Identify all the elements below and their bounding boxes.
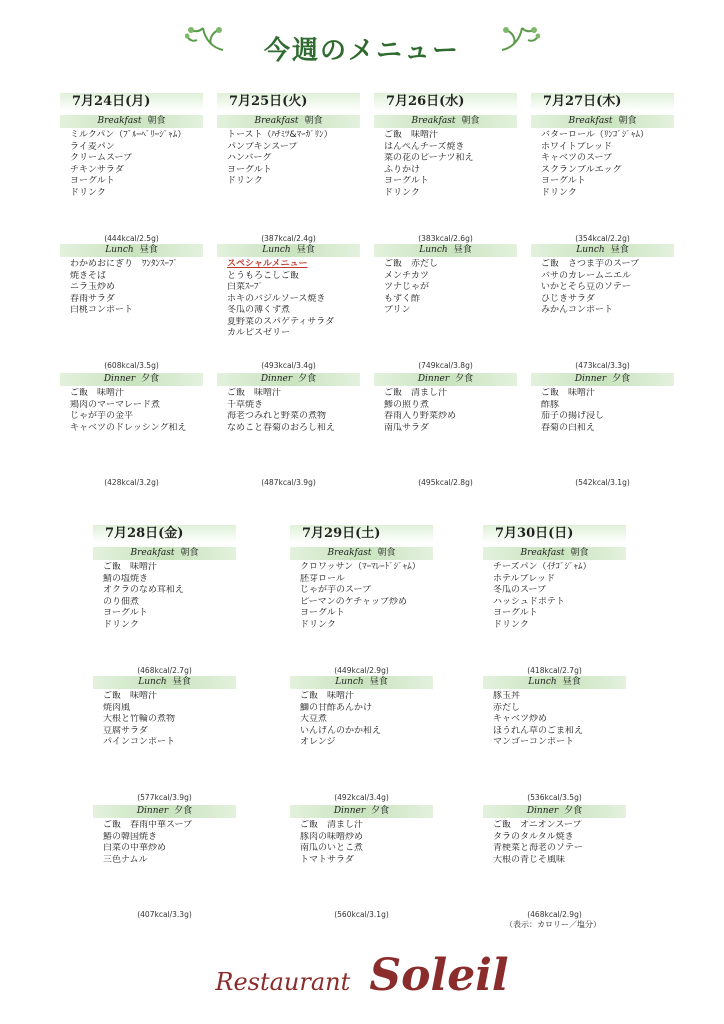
day-card xyxy=(374,93,517,493)
menu-item: キャベツのドレッシング和え xyxy=(70,422,187,433)
menu-item: ドリンク xyxy=(103,619,139,630)
lunch-kcal: (473kcal/3.3g) xyxy=(575,361,630,370)
dinner-section xyxy=(217,373,360,434)
menu-item: ご飯 清まし汁 xyxy=(384,388,448,398)
lunch-label-en: Lunch xyxy=(335,677,364,687)
menu-item: ライ麦パン xyxy=(70,141,115,152)
dinner-kcal: (407kcal/3.3g) xyxy=(137,910,192,919)
menu-item: いかとそら豆のソテー xyxy=(541,282,631,292)
menu-item: 海老つみれと野菜の煮物 xyxy=(227,411,327,421)
dinner-kcal: (542kcal/3.1g) xyxy=(575,478,630,487)
breakfast-section xyxy=(93,547,236,631)
menu-item: 焼肉風 xyxy=(103,702,131,713)
day-date: 7月26日(水) xyxy=(374,93,517,111)
day-date: 7月29日(土) xyxy=(290,525,433,543)
menu-item: ふりかけ xyxy=(384,164,421,175)
menu-item: ハッシュドポテト xyxy=(493,596,565,607)
menu-item: ホキのバジルソース焼き xyxy=(227,293,326,304)
lunch-section xyxy=(217,244,360,340)
menu-item: 豚肉の味噌炒め xyxy=(300,831,364,842)
dinner-kcal: (428kcal/3.2g) xyxy=(104,478,159,487)
breakfast-header xyxy=(217,115,360,128)
dinner-items xyxy=(374,386,517,434)
dinner-label-en: Dinner xyxy=(417,374,450,384)
lunch-kcal: (492kcal/3.4g) xyxy=(334,793,389,802)
lunch-header xyxy=(93,676,236,689)
menu-item: メンチカツ xyxy=(384,270,429,281)
menu-item: 鶏肉のマーマレード煮 xyxy=(70,399,161,410)
menu-item: ドリンク xyxy=(300,619,336,630)
breakfast-label-en: Breakfast xyxy=(411,116,456,126)
dinner-label-en: Dinner xyxy=(333,806,366,816)
menu-item: とうもろこしご飯 xyxy=(227,270,300,281)
dinner-header xyxy=(483,805,626,818)
dinner-label-en: Dinner xyxy=(103,374,136,384)
lunch-items xyxy=(531,257,674,317)
menu-item: ハンバーグ xyxy=(227,153,272,163)
menu-item: ドリンク xyxy=(384,187,420,198)
menu-item: オクラのなめ茸和え xyxy=(103,585,184,595)
menu-item: キャベツのスープ xyxy=(541,153,613,163)
menu-item: ヨーグルト xyxy=(300,608,345,618)
day-date: 7月28日(金) xyxy=(93,525,236,543)
menu-item: ご飯 味噌汁 xyxy=(70,388,125,398)
menu-item: マンゴーコンポート xyxy=(493,737,575,747)
lunch-header xyxy=(290,676,433,689)
lunch-header xyxy=(217,244,360,257)
menu-item: キャベツ炒め xyxy=(493,714,548,724)
breakfast-section xyxy=(60,115,203,199)
menu-item: 大豆煮 xyxy=(300,714,328,724)
footer-restaurant-name: Soleil xyxy=(369,950,509,1001)
breakfast-label-jp: 朝食 xyxy=(461,116,480,126)
lunch-section xyxy=(483,676,626,749)
menu-item: トースト（ﾊﾁﾐﾂ&ﾏｰｶﾞﾘﾝ） xyxy=(227,130,333,140)
day-date: 7月25日(火) xyxy=(217,93,360,111)
menu-item: チーズパン（ｲﾁｺﾞｼﾞｬﾑ） xyxy=(493,562,592,572)
menu-item: パインコンポート xyxy=(103,737,176,747)
breakfast-label-en: Breakfast xyxy=(97,116,142,126)
dinner-items xyxy=(290,818,433,866)
menu-item: 白菜ｽｰﾌﾟ xyxy=(227,282,264,292)
menu-item: ヨーグルト xyxy=(103,608,148,618)
menu-item: わかめおにぎり ﾜﾝﾀﾝｽｰﾌﾟ xyxy=(70,259,179,269)
menu-item: 鯖の塩焼き xyxy=(103,573,149,584)
menu-item: ヨーグルト xyxy=(384,176,429,186)
breakfast-items xyxy=(60,128,203,199)
menu-item: 鯵の照り煮 xyxy=(384,399,430,410)
menu-item: バサのカレームニエル xyxy=(541,270,632,281)
menu-item: バターロール（ﾘﾝｺﾞｼﾞｬﾑ） xyxy=(541,130,649,140)
menu-item: 南瓜サラダ xyxy=(384,422,429,433)
dinner-section xyxy=(60,373,203,434)
menu-item: ご飯 味噌汁 xyxy=(103,562,158,572)
lunch-label-jp: 昼食 xyxy=(172,677,191,687)
menu-item: ドリンク xyxy=(493,619,529,630)
day-card xyxy=(531,93,674,493)
menu-item: ご飯 味噌汁 xyxy=(300,691,355,701)
menu-item: 菜の花のピーナツ和え xyxy=(384,153,474,163)
lunch-items xyxy=(217,257,360,340)
lunch-label-jp: 昼食 xyxy=(369,677,388,687)
dinner-header xyxy=(374,373,517,386)
dinner-kcal: (487kcal/3.9g) xyxy=(261,478,316,487)
menu-item: ホワイトブレッド xyxy=(541,141,613,152)
dinner-kcal: (468kcal/2.9g) xyxy=(527,910,582,919)
breakfast-kcal: (418kcal/2.7g) xyxy=(527,666,582,675)
lunch-section xyxy=(531,244,674,317)
menu-item: ツナじゃが xyxy=(384,282,430,292)
breakfast-kcal: (383kcal/2.6g) xyxy=(418,234,473,243)
lunch-label-en: Lunch xyxy=(419,245,448,255)
lunch-label-jp: 昼食 xyxy=(562,677,581,687)
breakfast-label-en: Breakfast xyxy=(130,548,175,558)
lunch-section xyxy=(93,676,236,749)
breakfast-items xyxy=(531,128,674,199)
lunch-label-jp: 昼食 xyxy=(139,245,158,255)
dinner-label-jp: 夕食 xyxy=(141,374,160,384)
page-title-wrap xyxy=(0,30,724,67)
breakfast-items xyxy=(483,560,626,631)
menu-item: オレンジ xyxy=(300,737,336,747)
menu-item: なめこと春菊のおろし和え xyxy=(227,422,336,433)
lunch-label-jp: 昼食 xyxy=(453,245,472,255)
dinner-items xyxy=(531,386,674,434)
day-date: 7月30日(日) xyxy=(483,525,626,543)
breakfast-header xyxy=(531,115,674,128)
breakfast-label-jp: 朝食 xyxy=(180,548,199,558)
menu-item: カルピスゼリー xyxy=(227,328,291,338)
lunch-kcal: (577kcal/3.9g) xyxy=(137,793,192,802)
breakfast-items xyxy=(217,128,360,188)
menu-item: ドリンク xyxy=(541,187,577,198)
dinner-header xyxy=(60,373,203,386)
day-card xyxy=(290,525,433,925)
lunch-kcal: (749kcal/3.8g) xyxy=(418,361,473,370)
dinner-label-jp: 夕食 xyxy=(612,374,631,384)
lunch-label-jp: 昼食 xyxy=(610,245,629,255)
menu-item: じゃが芋のスープ xyxy=(300,585,372,595)
menu-item: ドリンク xyxy=(70,187,106,198)
breakfast-kcal: (354kcal/2.2g) xyxy=(575,234,630,243)
menu-item: チキンサラダ xyxy=(70,164,124,175)
dinner-items xyxy=(60,386,203,434)
menu-item: ヨーグルト xyxy=(70,176,115,186)
lunch-label-en: Lunch xyxy=(105,245,134,255)
lunch-kcal: (608kcal/3.5g) xyxy=(104,361,159,370)
dinner-section xyxy=(531,373,674,434)
breakfast-header xyxy=(483,547,626,560)
dinner-label-jp: 夕食 xyxy=(298,374,317,384)
lunch-label-en: Lunch xyxy=(262,245,291,255)
menu-item: 豚玉丼 xyxy=(493,691,521,701)
day-card xyxy=(93,525,236,925)
menu-item: はんぺんチーズ焼き xyxy=(384,141,465,152)
breakfast-label-jp: 朝食 xyxy=(618,116,637,126)
breakfast-header xyxy=(93,547,236,560)
menu-item: クロワッサン（ﾏｰﾏﾚｰﾄﾞｼﾞｬﾑ） xyxy=(300,562,421,572)
dinner-items xyxy=(217,386,360,434)
menu-item: 酢豚 xyxy=(541,399,560,410)
menu-item: ご飯 清まし汁 xyxy=(300,820,364,830)
menu-item: 白菜の中華炒め xyxy=(103,843,167,853)
breakfast-section xyxy=(290,547,433,631)
breakfast-label-en: Breakfast xyxy=(327,548,372,558)
dinner-header xyxy=(93,805,236,818)
dinner-items xyxy=(93,818,236,866)
lunch-label-en: Lunch xyxy=(528,677,557,687)
breakfast-header xyxy=(60,115,203,128)
menu-item: ヨーグルト xyxy=(493,608,538,618)
menu-item: 夏野菜のスパゲティサラダ xyxy=(227,316,335,327)
menu-item: ニラ玉炒め xyxy=(70,282,116,292)
dinner-label-jp: 夕食 xyxy=(564,806,583,816)
lunch-items xyxy=(60,257,203,317)
lunch-header xyxy=(483,676,626,689)
lunch-label-en: Lunch xyxy=(576,245,605,255)
menu-item: 豆腐サラダ xyxy=(103,725,148,736)
breakfast-kcal: (387kcal/2.4g) xyxy=(261,234,316,243)
menu-item: トマトサラダ xyxy=(300,854,354,865)
breakfast-kcal: (449kcal/2.9g) xyxy=(334,666,389,675)
menu-item: ご飯 味噌汁 xyxy=(227,388,282,398)
dinner-section xyxy=(93,805,236,866)
menu-item: 春雨サラダ xyxy=(70,293,115,304)
leaf-ornament-right-icon xyxy=(500,20,540,60)
menu-item: ご飯 オニオンスープ xyxy=(493,820,582,830)
menu-item: ピーマンのケチャップ炒め xyxy=(300,596,408,607)
menu-item: 胚芽ロール xyxy=(300,573,345,584)
menu-item: みかんコンポート xyxy=(541,305,614,315)
menu-item: ホテルブレッド xyxy=(493,573,556,584)
dinner-label-jp: 夕食 xyxy=(371,806,390,816)
breakfast-label-jp: 朝食 xyxy=(377,548,396,558)
menu-item: 三色ナムル xyxy=(103,854,148,865)
menu-item: 冬瓜のスープ xyxy=(493,585,547,595)
breakfast-label-en: Breakfast xyxy=(520,548,565,558)
lunch-header xyxy=(531,244,674,257)
dinner-label-en: Dinner xyxy=(526,806,559,816)
lunch-section xyxy=(60,244,203,317)
lunch-header xyxy=(60,244,203,257)
menu-item: 千草焼き xyxy=(227,399,264,410)
menu-item: 青梗菜と海老のソテー xyxy=(493,843,583,853)
dinner-items xyxy=(483,818,626,866)
dinner-header xyxy=(217,373,360,386)
dinner-label-en: Dinner xyxy=(260,374,293,384)
menu-item: 鰆の韓国焼き xyxy=(103,831,158,842)
day-date: 7月27日(木) xyxy=(531,93,674,111)
breakfast-items xyxy=(93,560,236,631)
dinner-label-jp: 夕食 xyxy=(174,806,193,816)
page-title: 今週のメニュー xyxy=(263,36,460,66)
menu-item: ミルクパン（ﾌﾞﾙｰﾍﾞﾘｰｼﾞｬﾑ） xyxy=(70,130,187,140)
day-card xyxy=(217,93,360,493)
menu-item: ご飯 味噌汁 xyxy=(541,388,596,398)
menu-item: パンプキンスープ xyxy=(227,141,298,152)
menu-item: もずく酢 xyxy=(384,293,421,304)
breakfast-label-en: Breakfast xyxy=(254,116,299,126)
dinner-kcal: (495kcal/2.8g) xyxy=(418,478,473,487)
menu-item: ご飯 春雨中華スープ xyxy=(103,820,193,830)
breakfast-section xyxy=(483,547,626,631)
breakfast-kcal: (444kcal/2.5g) xyxy=(104,234,159,243)
special-menu-label: スペシャルメニュー xyxy=(227,259,308,269)
breakfast-kcal: (468kcal/2.7g) xyxy=(137,666,192,675)
breakfast-label-jp: 朝食 xyxy=(304,116,323,126)
menu-item: 焼きそば xyxy=(70,270,107,281)
dinner-kcal: (560kcal/3.1g) xyxy=(334,910,389,919)
menu-item: じゃが芋の金平 xyxy=(70,411,134,421)
dinner-section xyxy=(290,805,433,866)
menu-item: ご飯 さつま芋のスープ xyxy=(541,259,640,269)
lunch-section xyxy=(290,676,433,749)
breakfast-section xyxy=(531,115,674,199)
footer-restaurant-word: Restaurant xyxy=(215,968,351,996)
lunch-items xyxy=(93,689,236,749)
dinner-label-en: Dinner xyxy=(136,806,169,816)
nutrition-note: （表示：カロリー／塩分） xyxy=(505,920,601,929)
menu-item: 大根と竹輪の煮物 xyxy=(103,714,176,724)
restaurant-footer xyxy=(0,950,724,1001)
breakfast-label-jp: 朝食 xyxy=(147,116,166,126)
breakfast-header xyxy=(374,115,517,128)
menu-item: 茄子の揚げ浸し xyxy=(541,411,605,421)
lunch-kcal: (493kcal/3.4g) xyxy=(261,361,316,370)
lunch-label-en: Lunch xyxy=(138,677,167,687)
menu-item: ドリンク xyxy=(227,176,263,186)
menu-item: クリームスープ xyxy=(70,153,133,163)
menu-item: 大根の青じそ風味 xyxy=(493,854,566,865)
menu-item: 赤だし xyxy=(493,702,521,713)
menu-item: ヨーグルト xyxy=(227,164,272,175)
menu-item: ほうれん草のごま和え xyxy=(493,725,584,736)
menu-item: 白桃コンポート xyxy=(70,305,134,315)
lunch-label-jp: 昼食 xyxy=(296,245,315,255)
menu-item: 冬瓜の薄くず煮 xyxy=(227,305,291,315)
dinner-section xyxy=(374,373,517,434)
lunch-items xyxy=(290,689,433,749)
menu-item: タラのタルタル焼き xyxy=(493,831,574,842)
dinner-label-jp: 夕食 xyxy=(455,374,474,384)
menu-item: ご飯 味噌汁 xyxy=(103,691,158,701)
lunch-section xyxy=(374,244,517,317)
menu-item: ひじきサラダ xyxy=(541,293,595,304)
breakfast-items xyxy=(374,128,517,199)
breakfast-label-jp: 朝食 xyxy=(570,548,589,558)
menu-item: プリン xyxy=(384,305,411,315)
menu-item: 鰤の甘酢あんかけ xyxy=(300,702,373,713)
menu-item: ご飯 赤だし xyxy=(384,259,439,269)
lunch-items xyxy=(374,257,517,317)
breakfast-section xyxy=(217,115,360,188)
lunch-kcal: (536kcal/3.5g) xyxy=(527,793,582,802)
dinner-label-en: Dinner xyxy=(574,374,607,384)
lunch-items xyxy=(483,689,626,749)
day-card xyxy=(60,93,203,493)
menu-item: いんげんのかか和え xyxy=(300,725,382,736)
menu-item: 南瓜のいとこ煮 xyxy=(300,843,364,853)
menu-item: 春雨入り野菜炒め xyxy=(384,411,457,421)
leaf-ornament-left-icon xyxy=(185,20,225,60)
dinner-header xyxy=(290,805,433,818)
day-date: 7月24日(月) xyxy=(60,93,203,111)
breakfast-header xyxy=(290,547,433,560)
breakfast-label-en: Breakfast xyxy=(568,116,613,126)
menu-item: ご飯 味噌汁 xyxy=(384,130,439,140)
breakfast-section xyxy=(374,115,517,199)
menu-item: のり佃煮 xyxy=(103,596,140,607)
menu-item: 春菊の白和え xyxy=(541,422,596,433)
day-card xyxy=(483,525,626,925)
dinner-header xyxy=(531,373,674,386)
breakfast-items xyxy=(290,560,433,631)
lunch-header xyxy=(374,244,517,257)
menu-item: ヨーグルト xyxy=(541,176,586,186)
menu-item: スクランブルエッグ xyxy=(541,164,622,175)
dinner-section xyxy=(483,805,626,866)
